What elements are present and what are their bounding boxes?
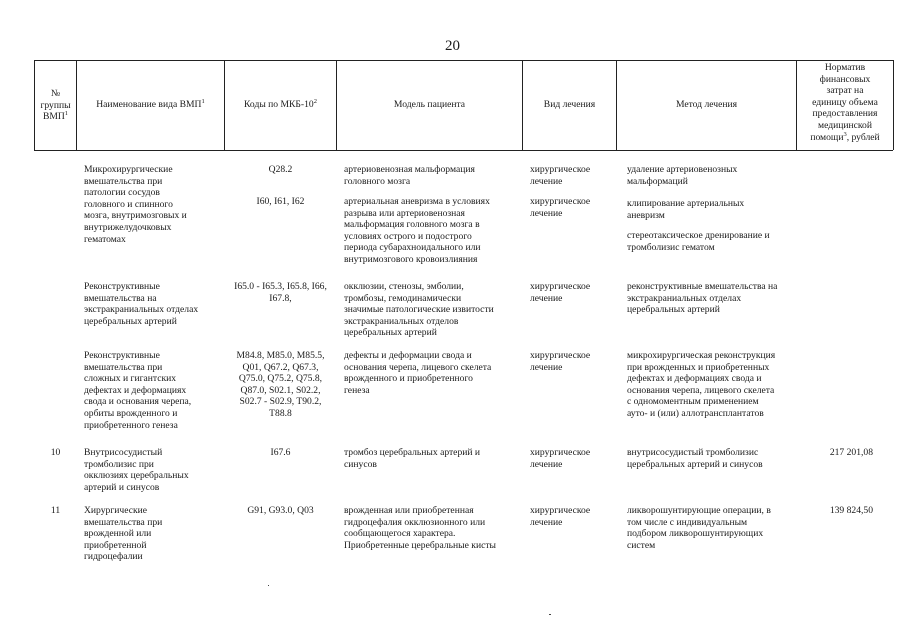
row5-model: врожденная или приобретенная гидроцефалия окклюзионного или сообщающегося характера. Приобретенные церебральные кисты — [344, 505, 496, 551]
row3-model: дефекты и деформации свода и основания черепа, лицевого скелета врожденного и приобретенного генеза — [344, 350, 492, 396]
row3-type: хирургическое лечение — [530, 350, 591, 373]
header-method: Метод лечения — [675, 99, 738, 110]
row4-name: Внутрисосудистый тромболизис при окклюзиях церебральных артерий и синусов — [84, 447, 189, 493]
row1-type-a: хирургическое лечение — [530, 164, 591, 187]
header-model: Модель пациента — [393, 99, 466, 110]
header-norm: Норматив финансовых затрат на единицу объема предоставления медицинской помощи$^3$, рублей — [810, 62, 880, 143]
header-top-border — [34, 60, 893, 61]
row4-codes: I67.6 — [270, 447, 291, 458]
row2-name: Реконструктивные вмешательства на экстракраниальных отделах церебральных артерий — [84, 281, 199, 327]
row5-group: 11 — [50, 505, 61, 516]
header-name: Наименование вида ВМП$^1$ — [96, 97, 205, 110]
header-codes: Коды по МКБ-$10^2$ — [244, 97, 317, 110]
col-divider — [893, 60, 894, 150]
row1-codes-b: I60, I61, I62 — [256, 196, 305, 207]
header-type: Вид лечения — [543, 99, 596, 110]
row4-method: внутрисосудистый тромболизис церебральных артерий и синусов — [627, 447, 763, 470]
row5-method: ликворошунтирующие операции, в том числе с индивидуальным подбором ликворошунтирующих систем — [627, 505, 771, 551]
page-number: 20 — [445, 38, 460, 54]
row1-model-b: артериальная аневризма в условиях разрыва или артериовенозная мальформация головного мозга в условиях острого и подострого периода субарахноидального или внутримозгового кровоизлияния — [344, 196, 490, 265]
row1-method-b: клипирование артериальных аневризм — [627, 198, 745, 221]
row1-codes-a: Q28.2 — [268, 164, 293, 175]
header-group: № группы ВМП$^1$ — [40, 88, 71, 123]
row5-type: хирургическое лечение — [530, 505, 591, 528]
scan-speck — [268, 585, 269, 586]
row1-name: Микрохирургические вмешательства при патологии сосудов головного и спинного мозга, внутримозговых и внутрижелудочковых гематомах — [84, 164, 187, 245]
row4-type: хирургическое лечение — [530, 447, 591, 470]
row4-norm: 217 201,08 — [829, 447, 873, 458]
row4-model: тромбоз церебральных артерий и синусов — [344, 447, 481, 470]
row3-codes: M84.8, M85.0, M85.5, Q01, Q67.2, Q67.3, Q75.0, Q75.2, Q75.8, Q87.0, S02.1, S02.2, S02.7 - S02.9, T90.2, T88.8 — [236, 350, 325, 419]
row2-codes: I65.0 - I65.3, I65.8, I66, I67.8, — [234, 281, 327, 304]
row1-model-a: артериовенозная мальформация головного мозга — [344, 164, 475, 187]
row3-name: Реконструктивные вмешательства при сложных и гигантских дефектах и деформациях свода и основания черепа, орбиты врожденного и приобретенного генеза — [84, 350, 192, 431]
row3-method: микрохирургическая реконструкция при врожденных и приобретенных дефектах и деформациях свода и основания черепа, лицевого скелета с одномоментным применением ауто- и (или) аллотрансплантатов — [627, 350, 776, 419]
header-bottom-border — [34, 150, 893, 151]
row2-type: хирургическое лечение — [530, 281, 591, 304]
row5-name: Хирургические вмешательства при врожденной или приобретенной гидроцефалии — [84, 505, 163, 563]
row2-method: реконструктивные вмешательства на экстракраниальных отделах церебральных артерий — [627, 281, 778, 316]
row1-type-b: хирургическое лечение — [530, 196, 591, 219]
row5-norm: 139 824,50 — [829, 505, 873, 516]
scan-speck — [549, 614, 551, 615]
row1-method-a: удаление артериовенозных мальформаций — [627, 164, 738, 187]
row5-codes: G91, G93.0, Q03 — [247, 505, 314, 516]
row1-method-c: стереотаксическое дренирование и тромболизис гематом — [627, 230, 770, 253]
row2-model: окклюзии, стенозы, эмболии, тромбозы, гемодинамически значимые патологические извитости экстракраниальных отделов церебральных артерий — [344, 281, 494, 339]
row4-group: 10 — [50, 447, 61, 458]
